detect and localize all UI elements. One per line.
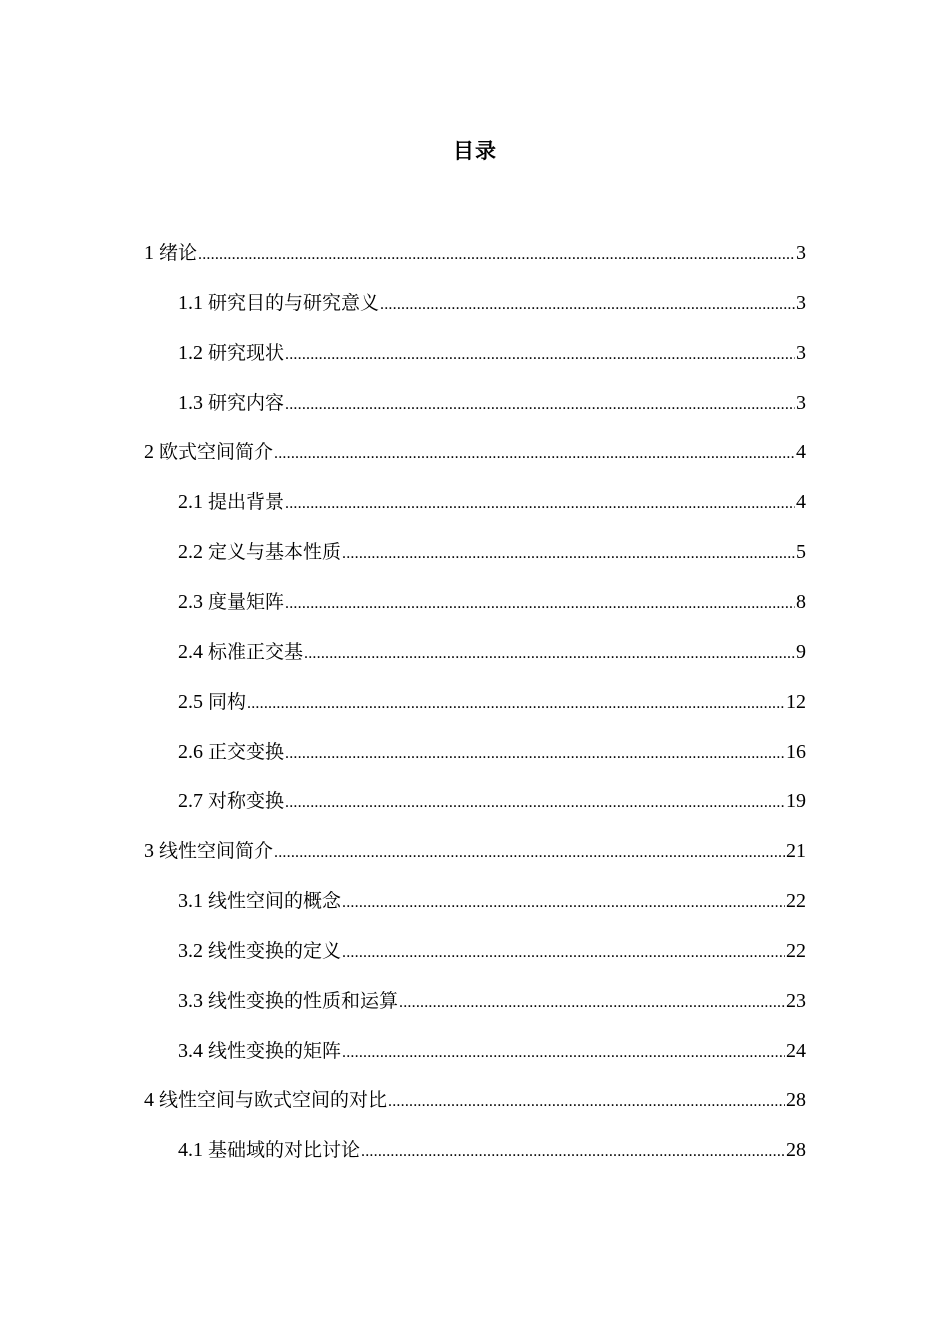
toc-entry-label: 对称变换 [208,790,285,812]
toc-entry-page-number: 3 [796,292,806,314]
toc-entry-page-number: 22 [786,940,806,962]
toc-dot-leader [274,838,785,868]
toc-entry-number: 3.4 [178,1040,203,1062]
toc-entry[interactable] [178,637,806,667]
toc-entry-number: 1 [144,242,154,264]
toc-entry[interactable] [178,587,806,617]
toc-entry-label: 标准正交基 [208,641,304,663]
toc-dot-leader [285,589,795,619]
toc-entry[interactable] [178,487,806,517]
toc-entry-label: 绪论 [159,242,198,264]
toc-entry-number: 2.3 [178,591,203,613]
toc-dot-leader [304,639,795,669]
toc-entry[interactable] [178,338,806,368]
toc-entry-label: 线性空间与欧式空间的对比 [159,1089,388,1111]
toc-entry-label: 提出背景 [208,491,285,513]
toc-entry-page-number: 23 [786,990,806,1012]
toc-entry-label: 线性变换的定义 [208,940,342,962]
toc-entry[interactable] [178,1135,806,1165]
toc-dot-leader [274,439,795,469]
toc-entry[interactable] [178,886,806,916]
toc-entry-number: 2.5 [178,691,203,713]
toc-entry-page-number: 3 [796,342,806,364]
toc-entry[interactable] [178,986,806,1016]
toc-entry-label: 研究现状 [208,342,285,364]
toc-entry-label: 同构 [208,691,247,713]
toc-entry-number: 2 [144,441,154,463]
toc-entry-label: 线性空间的概念 [208,890,342,912]
toc-entry[interactable] [178,388,806,418]
page-title: 目录 [453,139,497,163]
toc-entry[interactable] [144,836,806,866]
toc-entry-label: 线性变换的性质和运算 [208,990,399,1012]
toc-entry-page-number: 5 [796,541,806,563]
toc-entry-page-number: 9 [796,641,806,663]
toc-entry-label: 定义与基本性质 [208,541,342,563]
toc-dot-leader [247,689,785,719]
toc-entry-number: 2.4 [178,641,203,663]
toc-entry-number: 1.3 [178,392,203,414]
toc-entry-number: 3 [144,840,154,862]
toc-entry-label: 正交变换 [208,741,285,763]
toc-dot-leader [285,739,785,769]
toc-entry-page-number: 8 [796,591,806,613]
toc-entry-page-number: 19 [786,790,806,812]
toc-entry-label: 度量矩阵 [208,591,285,613]
toc-entry-label: 研究目的与研究意义 [208,292,380,314]
toc-entry-page-number: 28 [786,1089,806,1111]
toc-dot-leader [285,340,795,370]
toc-entry-page-number: 3 [796,392,806,414]
toc-dot-leader [361,1137,785,1167]
toc-entry[interactable] [178,786,806,816]
toc-entry-number: 1.1 [178,292,203,314]
toc-entry-page-number: 12 [786,691,806,713]
toc-dot-leader [388,1087,785,1117]
toc-entry-number: 4.1 [178,1139,203,1161]
toc-entry-page-number: 21 [786,840,806,862]
toc-entry-number: 2.2 [178,541,203,563]
toc-dot-leader [342,938,785,968]
toc-entry-number: 2.6 [178,741,203,763]
toc-entry-number: 2.1 [178,491,203,513]
toc-entry-page-number: 24 [786,1040,806,1062]
toc-dot-leader [342,539,795,569]
toc-entry-label: 基础域的对比讨论 [208,1139,361,1161]
toc-entry-page-number: 16 [786,741,806,763]
toc-entry-label: 线性变换的矩阵 [208,1040,342,1062]
toc-entry[interactable] [144,238,806,268]
toc-dot-leader [285,788,785,818]
toc-entry-number: 2.7 [178,790,203,812]
toc-dot-leader [285,489,795,519]
toc-entry-number: 4 [144,1089,154,1111]
toc-entry[interactable] [144,1085,806,1115]
toc-dot-leader [380,290,795,320]
toc-entry-page-number: 3 [796,242,806,264]
toc-entry-number: 3.2 [178,940,203,962]
toc-entry[interactable] [178,936,806,966]
toc-entry-page-number: 22 [786,890,806,912]
toc-dot-leader [342,1038,785,1068]
toc-entry-page-number: 28 [786,1139,806,1161]
toc-entry[interactable] [178,687,806,717]
toc-dot-leader [399,988,785,1018]
toc-entry-label: 欧式空间简介 [159,441,274,463]
toc-entry-label: 研究内容 [208,392,285,414]
toc-entry-number: 3.3 [178,990,203,1012]
toc-dot-leader [198,240,795,270]
toc-entry[interactable] [178,1036,806,1066]
toc-entry-page-number: 4 [796,441,806,463]
toc-dot-leader [285,390,795,420]
toc-entry-number: 1.2 [178,342,203,364]
toc-dot-leader [342,888,785,918]
toc-entry[interactable] [178,288,806,318]
toc-entry-label: 线性空间简介 [159,840,274,862]
toc-entry-number: 3.1 [178,890,203,912]
toc-entry-page-number: 4 [796,491,806,513]
toc-entry[interactable] [144,437,806,467]
toc-entry[interactable] [178,537,806,567]
toc-entry[interactable] [178,737,806,767]
